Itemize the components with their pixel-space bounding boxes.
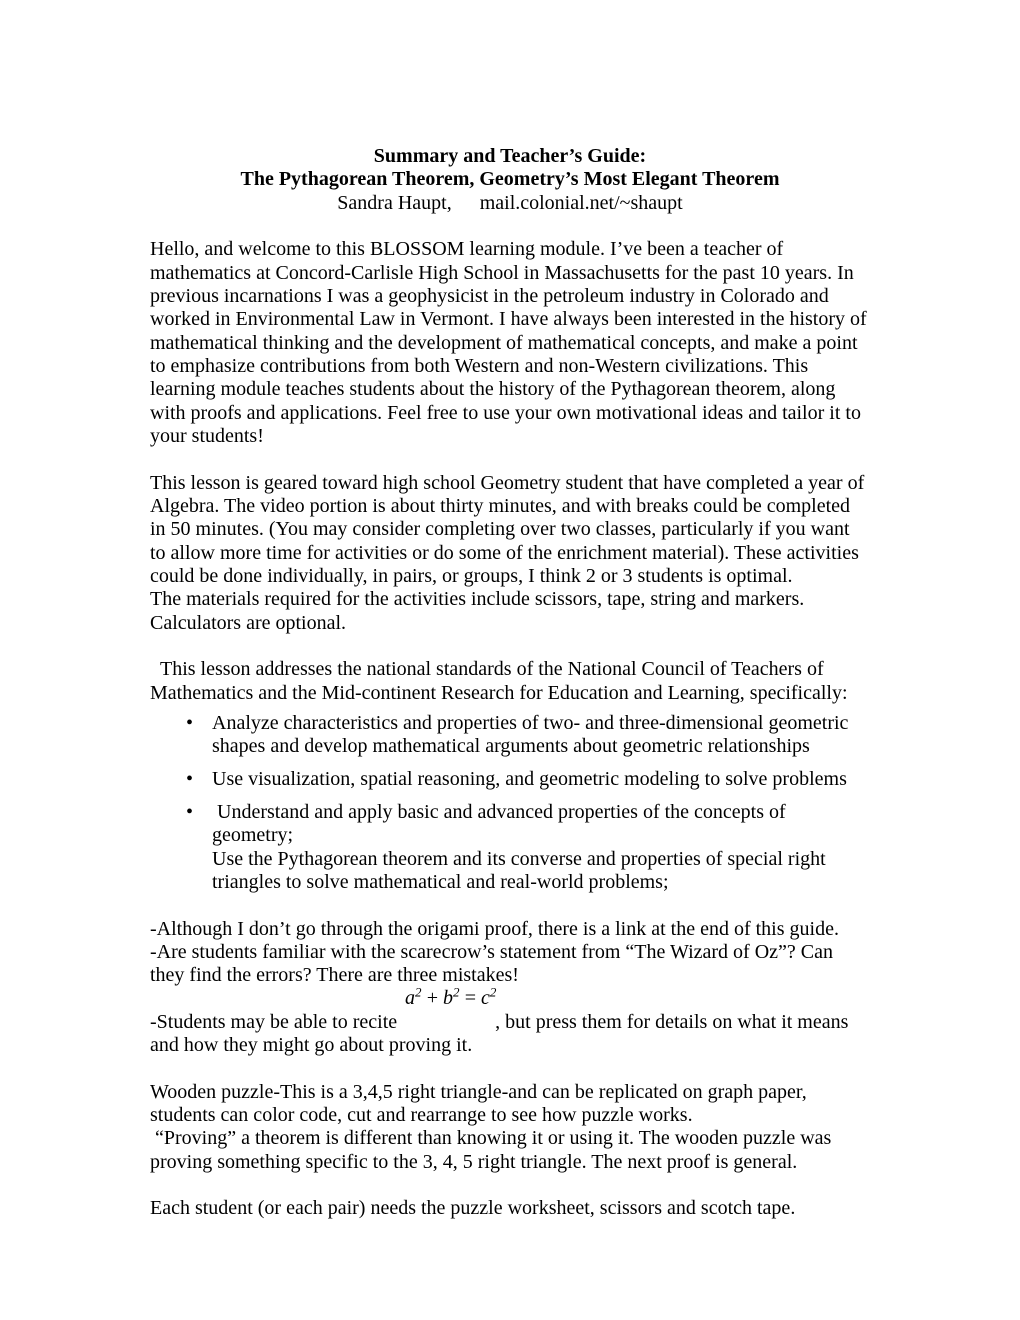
standards-list [150,712,870,894]
text-line: The materials required for the activities include scissors, tape, string and markers. [150,588,805,611]
text-line: Mathematics and the Mid-continent Research for Education and Learning, specifically: [150,681,848,704]
formula-exponent: 2 [415,984,422,1000]
text-line: Understand and apply basic and advanced properties of the concepts of geometry; [212,800,791,847]
bullet-icon: • [186,768,194,791]
text-line: they find the errors? There are three mistakes! [150,964,519,987]
text-line [150,1011,870,1034]
text-line: mathematical thinking and the development of mathematical concepts, and make a point [150,331,858,354]
recite-paragraph [150,1011,870,1058]
pythagorean-formula [150,984,870,1010]
text-line: with proofs and applications. Feel free to use your own motivational ideas and tailor it to [150,401,861,424]
text-line: worked in Environmental Law in Vermont. I have always been interested in the history of [150,308,867,331]
document-title-line-2: The Pythagorean Theorem, Geometry’s Most Elegant Theorem [240,168,780,191]
formula-exponent: 2 [489,984,497,1000]
list-item [150,801,870,894]
closing-paragraph [150,1197,870,1220]
formula-var-c: c [481,987,490,1010]
bullet-icon: • [186,711,194,734]
text-line: Algebra. The video portion is about thirty minutes, and with breaks could be completed [150,494,851,517]
text-line: in 50 minutes. (You may consider completing over two classes, particularly if you want [150,518,850,541]
text-line: to allow more time for activities or do some of the enrichment material). These activities [150,541,859,564]
text-line: “Proving” a theorem is different than knowing it or using it. The wooden puzzle was [150,1127,832,1150]
text-line: proving something specific to the 3, 4, 5 right triangle. The next proof is general. [150,1150,798,1173]
text-line: This lesson is geared toward high school Geometry student that have completed a year of [150,471,865,494]
list-item [150,712,870,759]
formula-exponent: 2 [453,984,460,1000]
text-line: Each student (or each pair) needs the puzzle worksheet, scissors and scotch tape. [150,1197,796,1220]
document-title-line-1: Summary and Teacher’s Guide: [373,145,647,167]
byline [150,192,870,215]
formula-var-a: a [405,987,415,1010]
text-line: -Are students familiar with the scarecrow’s statement from “The Wizard of Oz”? Can [150,940,834,963]
text-line: students can color code, cut and rearrange to see how puzzle works. [150,1104,693,1127]
list-item-text [212,712,870,759]
formula-plus: + [425,987,439,1010]
text-line: Use visualization, spatial reasoning, and geometric modeling to solve problems [212,768,847,791]
text-line: This lesson addresses the national standards of the National Council of Teachers of [150,658,824,681]
bullet-icon: • [186,800,194,823]
lesson-paragraph [150,472,870,635]
recite-text-before: -Students may be able to recite [150,1010,398,1033]
text-line: mathematics at Concord-Carlisle High School in Massachusetts for the past 10 years. In [150,261,854,284]
puzzle-paragraph [150,1081,870,1174]
list-item [150,768,870,791]
text-line: to emphasize contributions from both Western and non-Western civilizations. This [150,354,809,377]
text-line: Analyze characteristics and properties of two- and three-dimensional geometric [212,711,849,734]
recite-text-after: , but press them for details on what it means [495,1010,849,1033]
text-line: could be done individually, in pairs, or groups, I think 2 or 3 students is optimal. [150,564,793,587]
text-line: Wooden puzzle-This is a 3,4,5 right triangle-and can be replicated on graph paper, [150,1080,807,1103]
text-line: triangles to solve mathematical and real-world problems; [212,870,669,893]
author-name: Sandra Haupt, [337,191,452,214]
text-line: Use the Pythagorean theorem and its converse and properties of special right [212,847,826,870]
list-item-text [212,768,870,791]
text-line: -Although I don’t go through the origami proof, there is a link at the end of this guide. [150,917,839,940]
intro-paragraph [150,238,870,448]
author-url: mail.colonial.net/~shaupt [479,191,683,214]
text-line: your students! [150,424,264,447]
formula-var-b: b [443,987,453,1010]
text-line: learning module teaches students about the history of the Pythagorean theorem, along [150,378,836,401]
standards-intro-paragraph [150,658,870,705]
text-line: Hello, and welcome to this BLOSSOM learning module. I’ve been a teacher of [150,238,784,261]
text-line: Calculators are optional. [150,611,347,634]
text-line: shapes and develop mathematical arguments about geometric relationships [212,735,810,758]
list-item-text [212,801,870,894]
notes-paragraph [150,918,870,988]
formula-equals: = [463,987,477,1010]
text-line: and how they might go about proving it. [150,1034,473,1057]
title-block [150,145,870,215]
text-line: previous incarnations I was a geophysicist in the petroleum industry in Colorado and [150,284,829,307]
